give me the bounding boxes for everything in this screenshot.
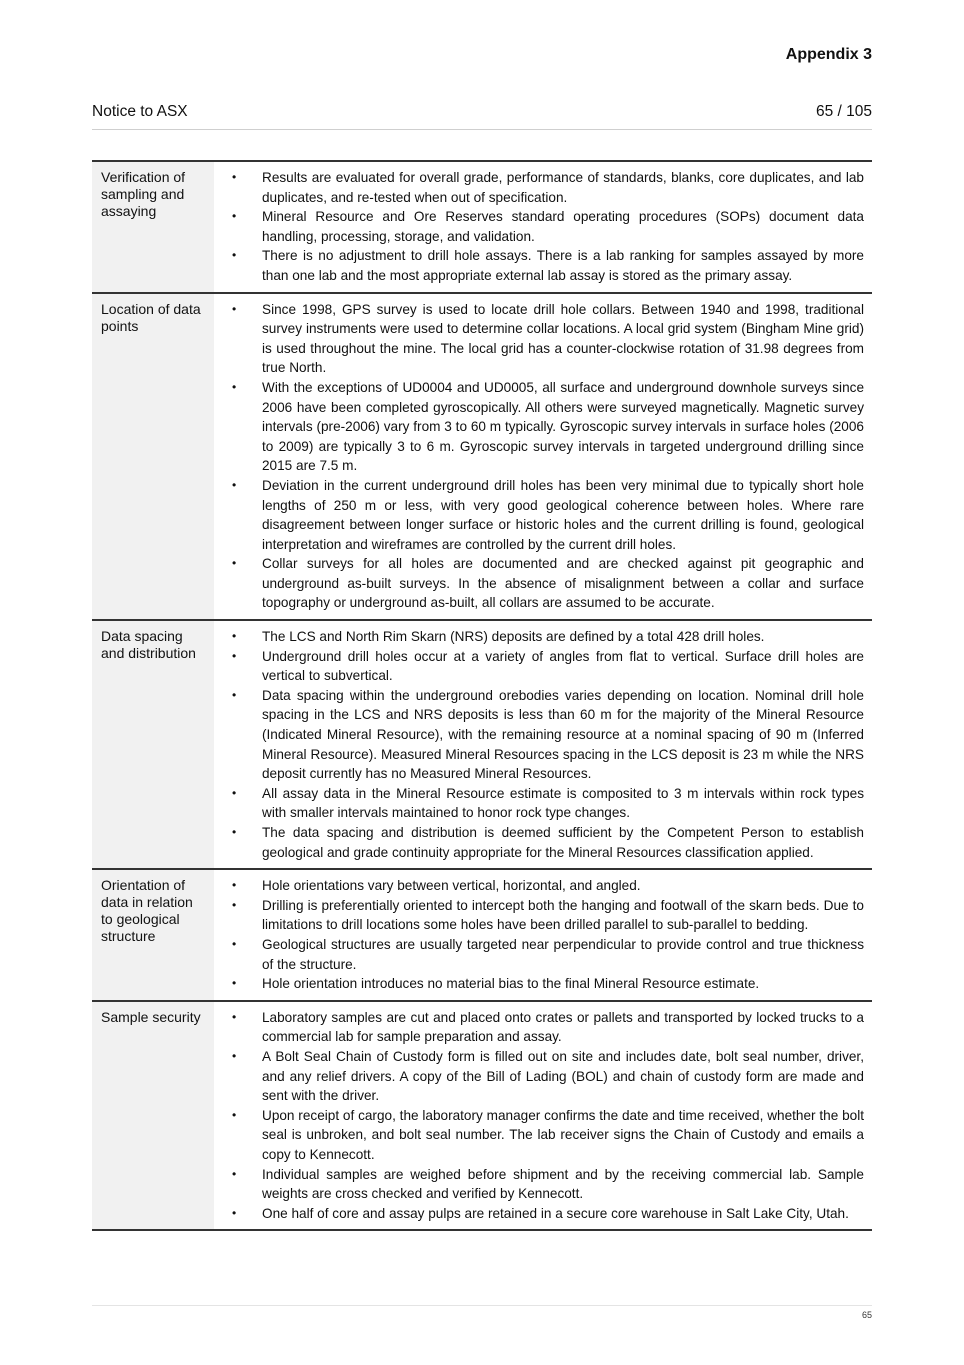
page-count: 65 / 105	[815, 103, 872, 120]
bullet-icon: •	[232, 1107, 237, 1122]
bullet-icon: •	[232, 1009, 237, 1024]
bullet-text: Mineral Resource and Ore Reserves standard operating procedures (SOPs) document data handling, processing, storage, and validation.	[262, 209, 864, 244]
bullet-icon: •	[232, 209, 237, 224]
list-item	[226, 300, 864, 378]
bullet-list	[226, 1008, 864, 1224]
document-title: Notice to ASX	[92, 103, 188, 120]
list-item	[226, 378, 864, 476]
list-item	[226, 207, 864, 246]
bullet-icon: •	[232, 379, 237, 394]
criteria-cell: Orientation of data in relation to geological structure	[92, 869, 214, 1001]
list-item	[226, 823, 864, 862]
bullet-text: Hole orientation introduces no material bias to the final Mineral Resource estimate.	[262, 976, 760, 992]
commentary-cell	[214, 620, 872, 869]
bullet-icon: •	[232, 825, 237, 839]
bullet-icon: •	[232, 687, 237, 702]
bullet-text: Drilling is preferentially oriented to intercept both the hanging and footwall of the skarn beds. Due to limitations to drill locations some holes have been drilled parallel to sub-parallel to bedding.	[262, 897, 864, 933]
list-item	[226, 896, 864, 935]
bullet-icon: •	[232, 878, 237, 893]
commentary-cell	[214, 161, 872, 293]
bullet-text: Upon receipt of cargo, the laboratory manager confirms the date and time received, whether the bolt seal is unbroken, and bolt seal number. The lab receiver signs the Chain of Custody and emails a copy to Kennecott.	[262, 1107, 864, 1162]
list-item	[226, 1047, 864, 1106]
list-item	[226, 1008, 864, 1047]
bullet-text: A Bolt Seal Chain of Custody form is filled out on site and includes date, bolt seal number, driver, and any relief drivers. A copy of the Bill of Lading (BOL) and chain of custody form are made and sent with the driver.	[262, 1048, 864, 1104]
table-row	[92, 1001, 872, 1231]
bullet-list	[226, 168, 864, 286]
table-row	[92, 293, 872, 621]
list-item	[226, 935, 864, 974]
list-item	[226, 1165, 864, 1204]
bullet-text: Underground drill holes occur at a variety of angles from flat to vertical. Surface drill holes are vertical to subvertical.	[262, 648, 864, 684]
list-item	[226, 554, 864, 613]
criteria-cell: Location of data points	[92, 293, 214, 621]
list-item	[226, 784, 864, 823]
bullet-text: Data spacing within the underground orebodies varies depending on location. Nominal drill hole spacing in the LCS and NRS deposits is less than 60 m for the majority of the Mineral Resource (Indicated Mineral Resource), with the remaining resource at a nominal spacing of 90 m (Inferred Mineral Resource). Measured Mineral Resources spacing in the LCS deposit is 23 m while the NRS deposit currently has no Measured Mineral Resources.	[262, 687, 864, 782]
appendix-label: Appendix 3	[785, 46, 872, 63]
bullet-icon: •	[232, 629, 237, 644]
bullet-list	[226, 300, 864, 614]
bullet-icon: •	[232, 648, 237, 663]
list-item	[226, 246, 864, 285]
list-item	[226, 168, 864, 207]
bullet-icon: •	[232, 976, 237, 991]
table-row	[92, 869, 872, 1001]
bullet-icon: •	[232, 1166, 237, 1181]
bullet-icon: •	[232, 1048, 237, 1063]
bullet-icon: •	[232, 897, 237, 912]
criteria-cell: Data spacing and distribution	[92, 620, 214, 869]
commentary-cell	[214, 1001, 872, 1231]
list-item	[226, 476, 864, 554]
table-row	[92, 620, 872, 869]
bullet-text: Results are evaluated for overall grade, performance of standards, blanks, core duplicates, and lab duplicates, and re-tested when out of specification.	[262, 170, 864, 205]
bullet-text: With the exceptions of UD0004 and UD0005, all surface and underground downhole surveys since 2006 have been completed gyroscopically. All others were surveyed magnetically. Magnetic survey intervals (pre-2006) vary from 3 to 60 m typically. Gyroscopic survey intervals in surface holes (2006 to 2009) are typically 3 to 6 m. Gyroscopic survey intervals in targeted underground drilling since 2015 are 7.5 m.	[262, 379, 864, 474]
criteria-table	[92, 160, 872, 1231]
table-row	[92, 161, 872, 293]
commentary-cell	[214, 293, 872, 621]
criteria-cell: Sample security	[92, 1001, 214, 1231]
bullet-text: Hole orientations vary between vertical, horizontal, and angled.	[262, 878, 641, 894]
bullet-text: Deviation in the current underground drill holes has been very minimal due to typically short hole lengths of 250 m or less, with very good geological coherence between holes. Where rare disagreement between longer surface or historic holes and the current drilling is found, geological interpretation and wireframes are controlled by the current drill holes.	[262, 477, 864, 552]
bullet-icon: •	[232, 170, 237, 184]
footer-divider	[92, 1305, 872, 1306]
bullet-icon: •	[232, 936, 237, 951]
list-item	[226, 876, 864, 896]
bullet-icon: •	[232, 1205, 237, 1220]
list-item	[226, 627, 864, 647]
bullet-text: Laboratory samples are cut and placed onto crates or pallets and transported by locked trucks to a commercial lab for sample preparation and assay.	[262, 1009, 864, 1045]
bullet-icon: •	[232, 556, 237, 571]
bullet-text: The data spacing and distribution is deemed sufficient by the Competent Person to establish geological and grade continuity appropriate for the Mineral Resources classification applied.	[262, 825, 864, 860]
bullet-list	[226, 876, 864, 994]
bullet-text: Geological structures are usually targeted near perpendicular to provide control and true thickness of the structure.	[262, 936, 864, 972]
bullet-icon: •	[232, 477, 237, 492]
bullet-text: There is no adjustment to drill hole assays. There is a lab ranking for samples assayed by more than one lab and the most appropriate external lab assay is stored as the primary assay.	[262, 248, 864, 283]
list-item	[226, 647, 864, 686]
list-item	[226, 686, 864, 784]
bullet-icon: •	[232, 248, 237, 263]
criteria-cell: Verification of sampling and assaying	[92, 161, 214, 293]
bullet-icon: •	[232, 301, 237, 316]
page-header	[92, 103, 872, 130]
bullet-text: The LCS and North Rim Skarn (NRS) deposits are defined by a total 428 drill holes.	[262, 629, 765, 645]
footer-page-number: 65	[861, 1310, 872, 1320]
bullet-list	[226, 627, 864, 862]
bullet-text: All assay data in the Mineral Resource estimate is composited to 3 m intervals within rock types with smaller intervals maintained to honor rock type changes.	[262, 785, 864, 821]
list-item	[226, 1204, 864, 1224]
bullet-text: Collar surveys for all holes are documented and are checked against pit geographic and underground as-built surveys. In the absence of misalignment between a collar and surface topography or underground as-built, all collars are assumed to be accurate.	[262, 556, 864, 611]
commentary-cell	[214, 869, 872, 1001]
bullet-text: Since 1998, GPS survey is used to locate drill hole collars. Between 1940 and 1998, traditional survey instruments were used to determine collar locations. A local grid system (Bingham Mine grid) is used throughout the mine. The local grid has a counter-clockwise rotation of 31.98 degrees from true North.	[262, 301, 864, 376]
list-item	[226, 1106, 864, 1165]
list-item	[226, 974, 864, 994]
bullet-icon: •	[232, 785, 237, 800]
bullet-text: One half of core and assay pulps are retained in a secure core warehouse in Salt Lake City, Utah.	[262, 1205, 849, 1221]
bullet-text: Individual samples are weighed before shipment and by the receiving commercial lab. Sample weights are cross checked and verified by Kennecott.	[262, 1166, 864, 1202]
